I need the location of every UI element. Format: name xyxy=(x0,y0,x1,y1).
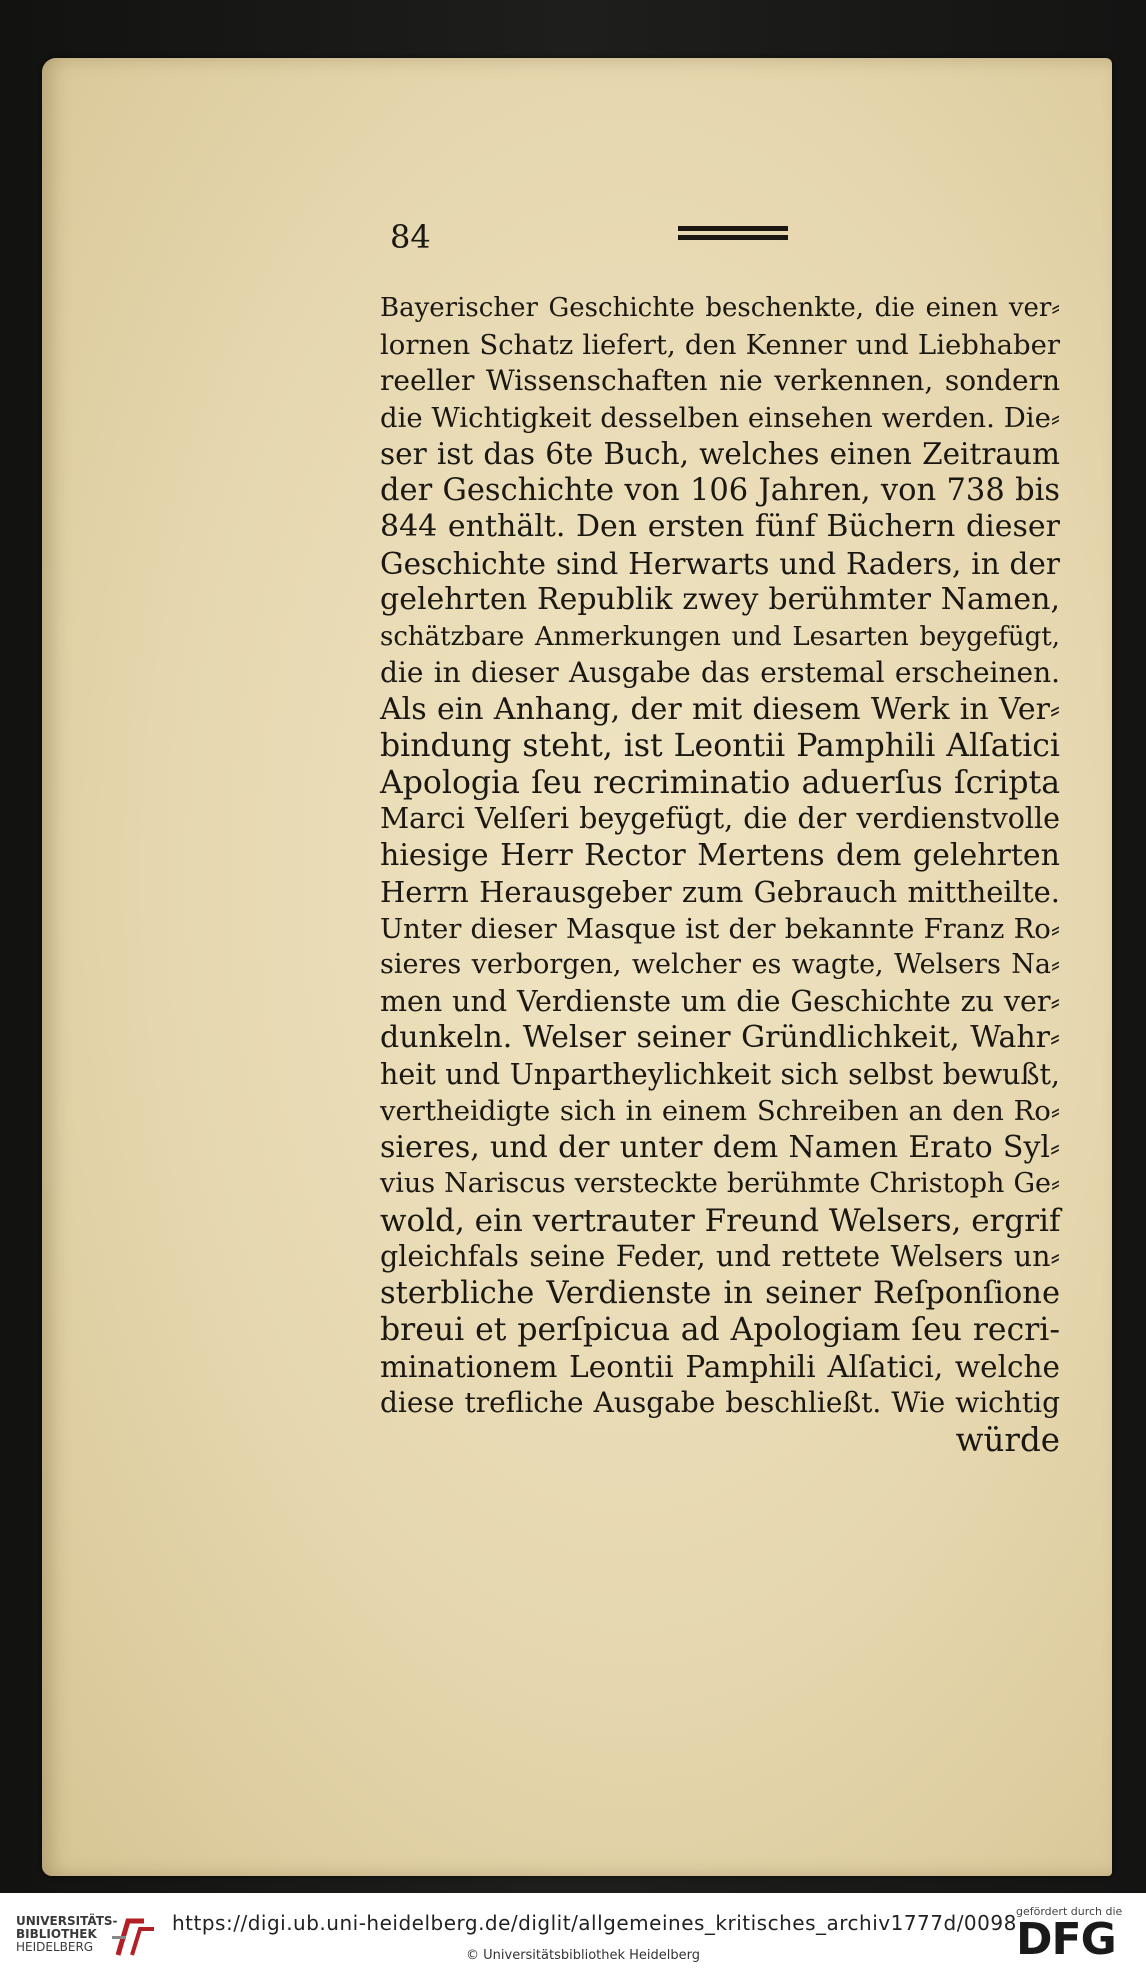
text-line: Marci Velſeri beygefügt, die der verdienstvolle xyxy=(380,802,1060,835)
text-line: breui et perſpicua ad Apologiam ſeu recri- xyxy=(380,1312,1060,1348)
text-line: Geschichte sind Herwarts und Raders, in der xyxy=(380,546,1060,581)
text-line: 844 enthält. Den ersten fünf Büchern dieser xyxy=(380,509,1060,544)
text-line: die Wichtigkeit desselben einsehen werden. Die⸗ xyxy=(380,401,1060,434)
viewer-footer xyxy=(0,1893,1146,1975)
text-line: heit und Unpartheylichkeit sich selbst bewußt, xyxy=(380,1057,1060,1091)
text-line: schätzbare Anmerkungen und Lesarten beygefügt, xyxy=(380,621,1060,652)
text-line: lornen Schatz liefert, den Kenner und Liebhaber xyxy=(380,328,1060,361)
rule-bottom xyxy=(678,235,788,240)
body-text xyxy=(380,290,1060,1458)
library-name-line3: HEIDELBERG xyxy=(16,1940,94,1954)
text-line: gleichfals seine Feder, und rettete Welsers un⸗ xyxy=(380,1240,1060,1273)
text-line: Apologia ſeu recriminatio aduerſus ſcripta xyxy=(380,764,1060,801)
library-name-line2: BIBLIOTHEK xyxy=(16,1927,97,1941)
page-number: 84 xyxy=(390,218,431,256)
library-emblem-icon xyxy=(110,1915,160,1961)
header-rule-ornament xyxy=(678,226,788,242)
text-line: sieres verborgen, welcher es wagte, Welsers Na⸗ xyxy=(380,949,1060,980)
text-line: diese trefliche Ausgabe beschließt. Wie wichtig xyxy=(380,1386,1060,1419)
text-line: minationem Leontii Pamphili Alſatici, welche xyxy=(380,1349,1060,1384)
text-line: der Geschichte von 106 Jahren, von 738 bis xyxy=(380,472,1060,508)
text-line: Als ein Anhang, der mit diesem Werk in Ver⸗ xyxy=(380,691,1060,727)
text-line: Bayerischer Geschichte beschenkte, die einen ver⸗ xyxy=(380,293,1060,323)
text-line: die in dieser Ausgabe das erstemal erscheinen. xyxy=(380,656,1060,689)
text-line: men und Verdienste um die Geschichte zu ver⸗ xyxy=(380,984,1060,1018)
text-line: Herrn Herausgeber zum Gebrauch mittheilte. xyxy=(380,875,1060,909)
text-line: sieres, und der unter dem Namen Erato Syl⸗ xyxy=(380,1129,1060,1165)
text-line: vius Nariscus versteckte berühmte Christoph Ge⸗ xyxy=(380,1168,1060,1199)
text-line: ser ist das 6te Buch, welches einen Zeitraum xyxy=(380,437,1060,471)
dfg-logo xyxy=(1016,1905,1136,1969)
funder-name: DFG xyxy=(1016,1914,1116,1965)
text-line: hiesige Herr Rector Mertens dem gelehrten xyxy=(380,837,1060,873)
text-line: bindung steht, ist Leontii Pamphili Alſatici xyxy=(380,728,1060,764)
rule-top xyxy=(678,226,788,231)
text-line: dunkeln. Welser seiner Gründlichkeit, Wahr⸗ xyxy=(380,1020,1060,1055)
text-line: sterbliche Verdienste in seiner Reſponſione xyxy=(380,1275,1060,1311)
permalink-url[interactable]: https://digi.ub.uni-heidelberg.de/diglit/allgemeines_kritisches_archiv1777d/0098 xyxy=(172,1911,1017,1935)
text-line: reeller Wissenschaften nie verkennen, sondern xyxy=(380,364,1060,397)
catchword: würde xyxy=(955,1420,1060,1459)
text-line: gelehrten Republik zwey berühmter Namen, xyxy=(380,582,1060,617)
text-line: wold, ein vertrauter Freund Welsers, ergrif xyxy=(380,1202,1061,1239)
text-line: vertheidigte sich in einem Schreiben an den Ro⸗ xyxy=(380,1095,1060,1127)
library-name-line1: UNIVERSITÄTS- xyxy=(16,1914,118,1928)
funding-note: gefördert durch die xyxy=(1016,1905,1123,1918)
text-line: Unter dieser Masque ist der bekannte Franz Ro⸗ xyxy=(380,912,1060,945)
copyright-notice: © Universitätsbibliothek Heidelberg xyxy=(466,1948,701,1963)
